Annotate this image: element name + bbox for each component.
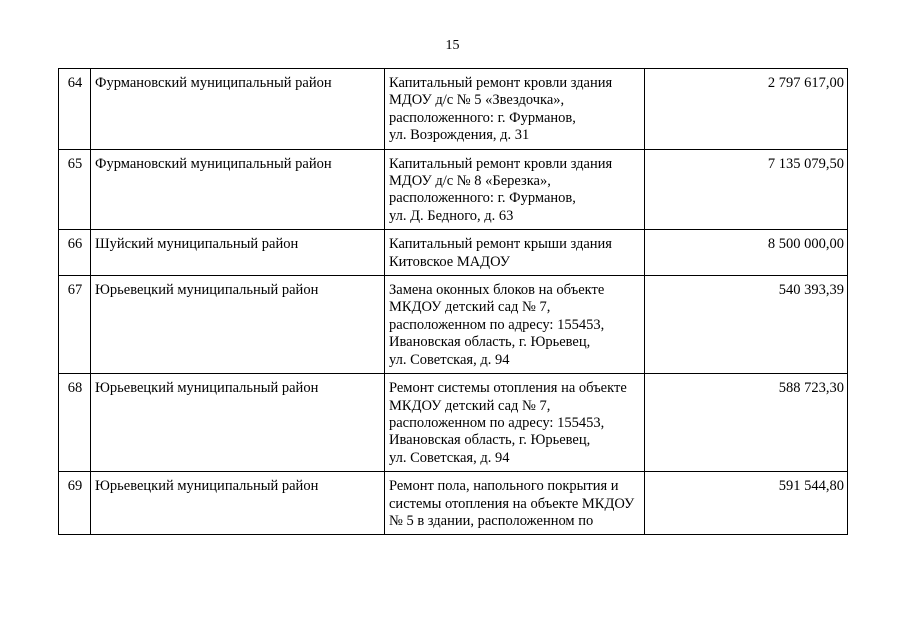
amount-cell: 8 500 000,00: [645, 230, 848, 276]
amount-cell: 7 135 079,50: [645, 149, 848, 230]
object-cell: [385, 149, 645, 230]
object-line: Ивановская область, г. Юрьевец,: [389, 432, 591, 449]
object-line: Капитальный ремонт кровли здания: [389, 75, 613, 91]
object-line: ул. Д. Бедного, д. 63: [389, 207, 514, 224]
object-cell: [385, 69, 645, 150]
object-line: Капитальный ремонт кровли здания: [389, 155, 613, 172]
object-line: Ремонт пола, напольного покрытия и: [389, 478, 619, 495]
object-line: ул. Советская, д. 94: [389, 351, 510, 368]
table-row: [59, 149, 848, 230]
object-line: ул. Советская, д. 94: [389, 449, 510, 466]
object-cell: [385, 276, 645, 374]
district-cell: Фурмановский муниципальный район: [91, 69, 385, 150]
object-line: расположенного: г. Фурманов,: [389, 109, 576, 126]
table-row: [59, 472, 848, 535]
table-row: [59, 230, 848, 276]
row-number: 67: [59, 276, 91, 374]
object-line: № 5 в здании, расположенном по: [389, 512, 594, 529]
object-line: Капитальный ремонт крыши здания: [389, 236, 612, 253]
funding-table: [58, 68, 848, 535]
district-cell: Юрьевецкий муниципальный район: [91, 374, 385, 472]
object-cell: [385, 230, 645, 276]
object-cell: [385, 472, 645, 535]
amount-cell: 540 393,39: [645, 276, 848, 374]
object-line: ул. Возрождения, д. 31: [389, 127, 530, 144]
table-row: [59, 69, 848, 150]
row-number: 65: [59, 149, 91, 230]
object-line: расположенного: г. Фурманов,: [389, 190, 576, 207]
amount-cell: 2 797 617,00: [645, 69, 848, 150]
object-line: МДОУ д/с № 5 «Звездочка»,: [389, 92, 565, 109]
amount-cell: 591 544,80: [645, 472, 848, 535]
page-number: 15: [445, 38, 460, 53]
row-number: 68: [59, 374, 91, 472]
object-line: МКДОУ детский сад № 7,: [389, 397, 551, 414]
object-line: МДОУ д/с № 8 «Березка»,: [389, 173, 551, 190]
object-line: МКДОУ детский сад № 7,: [389, 299, 551, 316]
object-line: системы отопления на объекте МКДОУ: [389, 495, 635, 512]
amount-cell: 588 723,30: [645, 374, 848, 472]
object-line: Китовское МАДОУ: [389, 253, 510, 270]
table-row: [59, 276, 848, 374]
object-line: расположенном по адресу: 155453,: [389, 316, 605, 333]
object-line: Ивановская область, г. Юрьевец,: [389, 334, 591, 351]
row-number: 69: [59, 472, 91, 535]
district-cell: Фурмановский муниципальный район: [91, 149, 385, 230]
object-line: Замена оконных блоков на объекте: [389, 282, 605, 299]
object-line: Ремонт системы отопления на объекте: [389, 380, 627, 397]
object-cell: [385, 374, 645, 472]
row-number: 64: [59, 69, 91, 150]
row-number: 66: [59, 230, 91, 276]
table-row: [59, 374, 848, 472]
district-cell: Шуйский муниципальный район: [91, 230, 385, 276]
object-line: расположенном по адресу: 155453,: [389, 414, 605, 431]
district-cell: Юрьевецкий муниципальный район: [91, 472, 385, 535]
district-cell: Юрьевецкий муниципальный район: [91, 276, 385, 374]
